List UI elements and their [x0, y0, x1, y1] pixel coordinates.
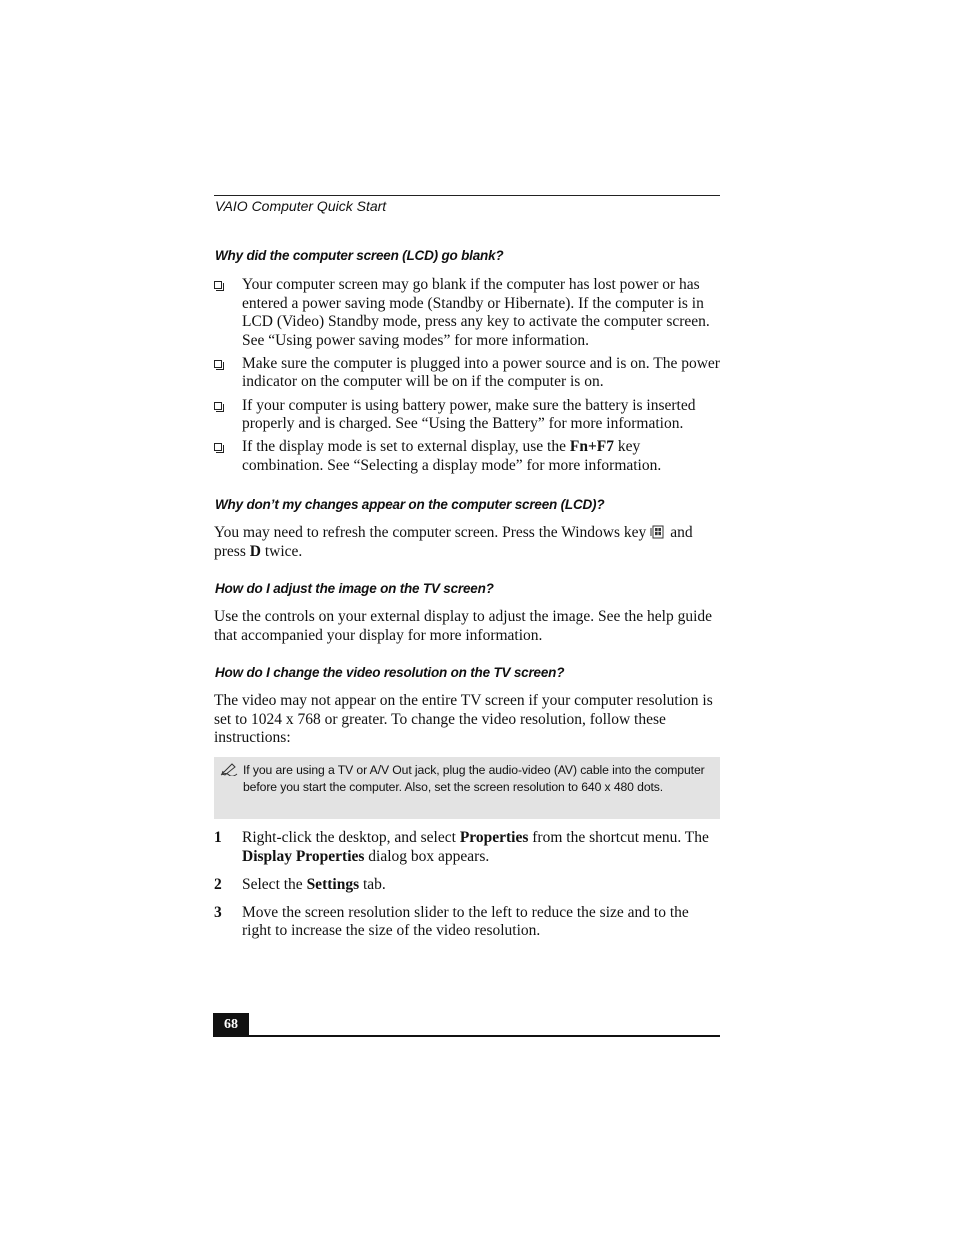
step-text: Right-click the desktop, and select [242, 829, 460, 846]
section-heading-tv-adjust: How do I adjust the image on the TV screen? [215, 581, 494, 596]
windows-key-icon [650, 525, 664, 539]
bullet-text: Make sure the computer is plugged into a power source and is on. The power indicator on the computer will be on if the computer is on. [242, 354, 720, 391]
lcd-blank-bullet-list [214, 276, 720, 480]
list-item [214, 829, 720, 866]
section-heading-lcd-blank: Why did the computer screen (LCD) go blank? [215, 248, 504, 263]
paragraph-text: You may need to refresh the computer screen. Press the Windows key [214, 524, 647, 541]
step-text: tab. [359, 875, 386, 893]
checkbox-bullet-icon [214, 402, 222, 410]
step-number: 1 [214, 829, 222, 846]
note-box [214, 757, 720, 819]
note-text: If you are using a TV or A/V Out jack, plug the audio-video (AV) cable into the computer before you start the computer. Also, set the screen resolution to 640 x 480 dots. [243, 763, 705, 794]
tv-resolution-paragraph: The video may not appear on the entire TV screen if your computer resolution is set to 1024 x 768 or greater. To change the video resolution, follow these instructions: [214, 692, 713, 747]
tv-adjust-paragraph: Use the controls on your external display to adjust the image. See the help guide that accompanied your display for more information. [214, 608, 713, 644]
running-head: VAIO Computer Quick Start [215, 198, 387, 214]
list-item [214, 438, 720, 475]
bullet-text: Your computer screen may go blank if the computer has lost power or has entered a power saving mode (Standby or Hibernate). If the computer is in LCD (Video) Standby mode, press any key to activate the computer screen. See “Using power saving modes” for more information. [242, 276, 710, 349]
checkbox-bullet-icon [214, 360, 222, 368]
step-text: Select the [242, 875, 307, 893]
pencil-note-icon [220, 762, 238, 776]
page-number: 68 [213, 1013, 249, 1036]
section-heading-lcd-changes: Why don’t my changes appear on the computer screen (LCD)? [215, 497, 605, 512]
key-d: D [249, 542, 261, 560]
display-properties-label: Display Properties [242, 847, 365, 865]
key-combo: Fn+F7 [569, 438, 615, 456]
step-number: 3 [214, 903, 222, 921]
bullet-text: If your computer is using battery power, make sure the battery is inserted properly and is charged. See “Using the Battery” for more information. [242, 396, 696, 433]
list-item [214, 397, 720, 434]
checkbox-bullet-icon [214, 281, 222, 289]
bullet-text-after: key combination. See “Selecting a display mode” for more information. [242, 438, 662, 474]
properties-label: Properties [459, 829, 529, 846]
step-number: 2 [214, 875, 222, 893]
list-item [214, 276, 720, 350]
step-text: Move the screen resolution slider to the left to reduce the size and to the right to increase the size of the video resolution. [242, 903, 689, 940]
instruction-steps [214, 829, 720, 950]
header-rule [214, 195, 720, 196]
settings-label: Settings [306, 875, 360, 893]
list-item [214, 904, 720, 941]
bullet-text-before: If the display mode is set to external display, use the [242, 438, 570, 456]
paragraph-text: and press [214, 524, 693, 560]
checkbox-bullet-icon [214, 443, 222, 451]
step-text: from the shortcut menu. The [528, 829, 709, 846]
section-heading-tv-resolution: How do I change the video resolution on the TV screen? [215, 665, 565, 680]
lcd-changes-paragraph [214, 524, 720, 561]
list-item [214, 355, 720, 392]
step-text: dialog box appears. [364, 847, 490, 865]
paragraph-text: twice. [260, 542, 303, 560]
footer-rule [213, 1035, 720, 1037]
list-item [214, 876, 720, 895]
